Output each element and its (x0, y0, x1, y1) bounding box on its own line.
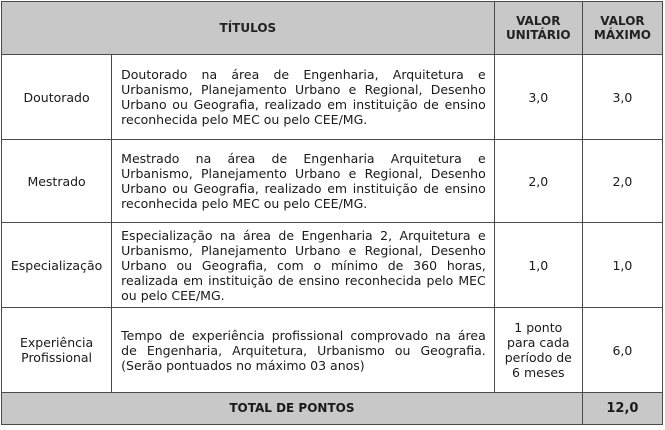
row-category: Especialização (2, 223, 112, 308)
row-max-value: 3,0 (582, 55, 662, 140)
total-label: TOTAL DE PONTOS (2, 393, 583, 425)
row-unit-value: 1,0 (494, 223, 582, 308)
row-unit-value: 1 ponto para cada período de 6 meses (494, 308, 582, 393)
row-unit-value: 3,0 (494, 55, 582, 140)
row-unit-value: 2,0 (494, 140, 582, 223)
row-description: Especialização na área de Engenharia 2, Arquitetura e Urbanismo, Planejamento Urbano e Regional, Desenho Urbano ou Geografia, com o mínimo de 360 horas, realizada em instituição de ensino reconhecida pelo MEC ou pelo CEE/MG. (112, 223, 495, 308)
row-description: Mestrado na área de Engenharia Arquitetura e Urbanismo, Planejamento Urbano e Regional, Desenho Urbano ou Geografia, realizado em instituição de ensino reconhecida pelo MEC ou pelo CEE/MG. (112, 140, 495, 223)
row-max-value: 6,0 (582, 308, 662, 393)
scoring-table (1, 1, 663, 425)
table-row (2, 223, 663, 308)
header-max-value: VALOR MÁXIMO (582, 2, 662, 55)
row-max-value: 2,0 (582, 140, 662, 223)
table-header-row (2, 2, 663, 55)
header-titles: TÍTULOS (2, 2, 495, 55)
row-description: Tempo de experiência profissional comprovado na área de Engenharia, Arquitetura, Urbanismo ou Geografia. (Serão pontuados no máximo 03 anos) (112, 308, 495, 393)
row-category: Experiência Profissional (2, 308, 112, 393)
row-category: Doutorado (2, 55, 112, 140)
total-row (2, 393, 663, 425)
table-row (2, 55, 663, 140)
row-max-value: 1,0 (582, 223, 662, 308)
row-description: Doutorado na área de Engenharia, Arquitetura e Urbanismo, Planejamento Urbano e Regional, Desenho Urbano ou Geografia, realizado em instituição de ensino reconhecida pelo MEC ou pelo CEE/MG. (112, 55, 495, 140)
row-category: Mestrado (2, 140, 112, 223)
table-row (2, 140, 663, 223)
total-value: 12,0 (582, 393, 662, 425)
table-row (2, 308, 663, 393)
header-unit-value: VALOR UNITÁRIO (494, 2, 582, 55)
